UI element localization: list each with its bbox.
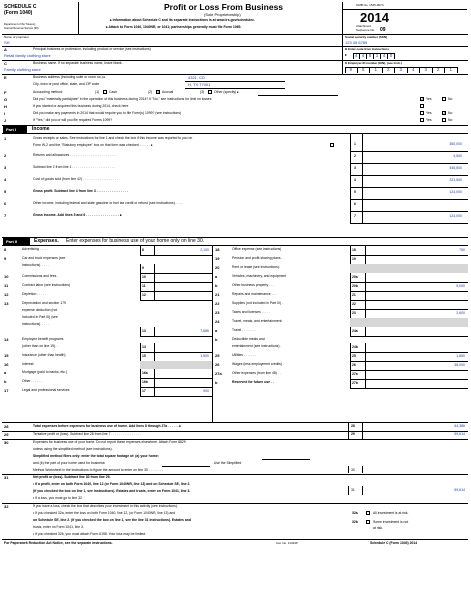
g-yes-checkbox[interactable]: ✓ <box>421 97 424 101</box>
line-28-amount[interactable]: 64,386 <box>454 424 465 428</box>
expense-13-amount[interactable]: 7,686 <box>200 329 209 333</box>
expense-20-label: Rent or lease (see instructions): <box>232 265 280 269</box>
dept-irs: Internal Revenue Service (99) <box>4 27 39 30</box>
expense-23-label: Taxes and licenses . . . . . <box>232 310 271 314</box>
code-digit[interactable]: 4 <box>360 53 367 59</box>
line-28-label: Total expenses before expenses for business use of home. Add lines 8 through 27a . . . . . . ▸ <box>33 424 182 428</box>
ein-digit[interactable]: 4 <box>408 67 421 73</box>
expense-15-label: Insurance (other than health) <box>22 353 66 357</box>
ein-digit[interactable]: 5 <box>358 67 371 73</box>
line-32-text3: on Schedule SE, line 2. (If you checked the box on line 1, see the line 31 instructions). Estates and <box>33 518 191 522</box>
sequence-label: Sequence No. <box>356 28 376 32</box>
line-31-text4: • If a loss, you must go to line 32. <box>33 496 83 500</box>
g-no-checkbox[interactable] <box>442 97 446 101</box>
expense-8-label: Advertising . . . . . <box>22 247 49 251</box>
line-32-text2: • If you checked 32a, enter the loss on both Form 1040, line 12, (or Form 1040NR, line 13) and <box>33 511 176 515</box>
form-label: (Form 1040) <box>4 10 33 16</box>
line-30-text2: unless using the simplified method (see instructions). <box>33 447 113 451</box>
part1-title: Income <box>32 126 50 132</box>
expense-27a-label: Other expenses (from line 48) . . <box>232 371 281 375</box>
expense-17-label: Legal and professional services <box>22 388 70 392</box>
tax-year: 2014 <box>360 10 389 25</box>
code-digit[interactable]: 4 <box>381 53 388 59</box>
info-line: ▸ Information about Schedule C and its separate instructions is at www.irs.gov/schedulec. <box>110 18 255 22</box>
line-29-amount[interactable]: 59,614 <box>454 432 465 436</box>
code-digit[interactable]: 1 <box>374 53 381 59</box>
line-31-amount[interactable]: 59,614 <box>454 488 465 492</box>
ein-digit[interactable]: 9 <box>345 67 358 73</box>
expense-24b-label: Deductible meals and <box>232 337 265 341</box>
business-address-label: Business address (including suite or room no.) ▸ <box>33 75 106 79</box>
all-at-risk-checkbox[interactable] <box>366 511 370 515</box>
expense-8-amount[interactable]: 2,100 <box>200 248 209 252</box>
line-29-label: Tentative profit or (loss). Subtract line 28 from line 7 . . . . . . . . . . . . . . . . <box>33 432 141 436</box>
line-2-label: Returns and allowances . . . . . . . . . . . . . . . . . . . . . . . . . <box>33 153 117 157</box>
expense-12-label: Depletion . . . . . <box>22 292 46 296</box>
expense-26-label: Wages (less employment credits) . <box>232 362 284 366</box>
line-7-amount[interactable]: 124,000 <box>449 214 462 218</box>
part2-title: Expenses. <box>34 238 59 244</box>
footer-form-name: Schedule C (Form 1040) 2014 <box>370 541 418 545</box>
ssn-field[interactable]: 123 45 6789 <box>345 40 368 45</box>
line-7-label: Gross income. Add lines 5 and 6 . . . . . . . . . . . . . . . . . . ▸ <box>33 213 122 217</box>
business-name-field[interactable]: Family clothing store <box>4 67 41 72</box>
line-31-text2: • If a profit, enter on both Form 1040, line 12 (or Form 1040NR, line 13) and on Schedule SE, line 2. <box>33 482 191 486</box>
line-b-label: B Enter code from instructions <box>345 47 390 51</box>
schedule-c-form: SCHEDULE C (Form 1040) Department of the Treasury Internal Revenue Service (99) Profit or Loss From Business (Sole Proprietorship) ▸ Information about Schedule C and its separate instructions is at www.irs.gov/schedulec. ▸ Attach to Form 1040, 1040NR, or 1041; partnerships generally must file Form 1065. OMB No. 1545-0074 2014 Attachment Sequence No. 09 Name of proprietor SH Social security number (SSN) 123 45 6789 A Principal business or profession, including product or service (see instructions) Retail family clothing store B Enter code from instructions ▸ C Business name. If no separate business name, leave blank. Family clothing store D Employer ID number (EIN), (see instr.) E Business address (including suite or room no.) ▸ 4321, CD City, town or post office, state, and ZIP code H, TX 77001 F Accounting method: (1) Cash (2) ✓ Accrual (3) Other (specify) ▸ G Did you "materially participate" in the operation of this business during 2014? If "No," see instructions for limit on losses ✓ Yes No H If you started or acquired this business during 2014, check here I Did you make any payments in 2014 that would require you to file Form(s) 1099? (see instructions) Yes ✓ No J If "Yes," did you or will you file required Forms 1099? Yes No Part I Income Part II Expenses. Enter expenses for business use of your home only on line 30. 30 Expenses for business use of your home. Do not report these expenses elsewhere. Attach Form 8829 unless using the simplified method (see instructions). Simplified method filers only: enter the total square footage of: (a) your home: and (b) the part of your home used for business: . Use the Simplified Method Worksheet in the instructions to figure the amount to enter on line 30 . . . . . . . . 30 31 Net profit or (loss). Subtract line 30 from line 29. • If a profit, enter on both Form 1040, line 12 (or Form 1040NR, line 13) and on Schedule SE, line 2. (If you checked the box on line 1, see instructions). Estates and trusts, enter on Form 1041, line 3. • If a loss, you must go to line 32. 31 59,614 32 If you have a loss, check the box that describes your investment in this activity (see instructions). • If you checked 32a, enter the loss on both Form 1040, line 12, (or Form 1040NR, line 13) and on Schedule SE, line 2. (If you checked the box on line 1, see the line 31 instructions). Estates and trusts, enter on Form 1041, line 3. • If you checked 32b, you must attach Form 6198. Your loss may be limited. 32a All investment is at risk. 32b Some investment is not at risk. For Paperwork Reduction Act Notice, see the separate instructions. Cat. No. 11334P Schedule C (Form 1040) 2014 4 4 8 1 4 0 9 5 1 2 3 4 3 2 1 1 Gross receipts or sales. See instructions for line 1 and check the box if this income was reported to you on Form W-2 and the "Statutory employee" box on that form was checked . . . . . . ▸ 1 350,000 2 Returns and allowances . . . . . . . . . . . . . . . . . . . . . . . . . 2 4,500 3 Subtract line 2 from line 1 . . . . . . . . . . . . . . . . . . . . . . . 3 345,500 4 Cost of goods sold (from line 42) . . . . . . . . . . . . . . . . . . . . 4 221,500 5 Gross profit. Subtract line 4 from line 3 . . . . . . . . . . . . . . . . . 5 124,000 6 Other income, including federal and state gasoline or fuel tax credit or refund (see instructions) . . . . 6 7 Gross income. Add lines 5 and 6 . . . . . . . . . . . . . . . . . . ▸ 7 124,000 8 Advertising . . . . . 8 2,100 9 Car and truck expenses (see instructions). . . . . 9 10 Commissions and fees . 10 11 Contract labor (see instructions) 11 12 Depletion . . . . . 12 13 Depreciation and section 179 expense deduction (not included in Part III) (see instructions). . . . . 13 7,686 14 Employee benefit programs (other than on line 19). . 14 15 Insurance (other than health) 15 1,500 16 Interest: a Mortgage (paid to banks, etc.) 16a b Other . . . . . . 16b 17 Legal and professional services 17 900 18 Office expense (see instructions) 18 750 19 Pension and profit-sharing plans . 19 20 Rent or lease (see instructions): a Vehicles, machinery, and equipment 20a b Other business property . . . 20b 9,000 21 Repairs and maintenance . . . 21 22 Supplies (not included in Part III) . 22 23 Taxes and licenses . . . . . 23 2,600 24 Travel, meals, and entertainment: a Travel . . . . . . . . 24a b Deductible meals and entertainment (see instructions) . 24b 25 Utilities . . . . . . . 25 1,850 26 Wages (less employment credits) . 26 38,000 27a Other expenses (from line 48) . . 27a b Reserved for future use . . 27b 28 Total expenses before expenses for business use of home. Add lines 8 through 27a . . . . . . ▸ 28 64,386 29 Tentative profit or (loss). Subtract line 28 from line 7 . . . . . . . . . . . . . . . . 29 59,614 <box>0 0 471 593</box>
expense-24-label: Travel, meals, and entertainment: <box>232 319 283 323</box>
expense-14-label: Employee benefit programs <box>22 337 64 341</box>
expense-17-amount[interactable]: 900 <box>203 389 209 393</box>
paperwork-notice: For Paperwork Reduction Act Notice, see the separate instructions. <box>4 541 113 545</box>
line-32-text1: If you have a loss, check the box that describes your investment in this activity (see instructions). <box>33 504 178 508</box>
j-no-checkbox[interactable] <box>442 118 446 122</box>
ein-digit[interactable]: 3 <box>420 67 433 73</box>
line-1-amount[interactable]: 350,000 <box>449 142 462 146</box>
expense-27b-label: Reserved for future use . . <box>232 380 274 384</box>
line-32-text5: • If you checked 32b, you must attach Form 6198. Your loss may be limited. <box>33 532 147 536</box>
expense-16b-label: Other . . . . . . <box>22 379 42 383</box>
principal-business-field[interactable]: Retail family clothing store <box>4 53 51 58</box>
expense-25-label: Utilities . . . . . . . <box>232 353 257 357</box>
attach-line: ▸ Attach to Form 1040, 1040NR, or 1041; partnerships generally must file Form 1065. <box>106 25 242 29</box>
catalog-number: Cat. No. 11334P <box>276 541 298 545</box>
line-1-label: Gross receipts or sales. See instructions for line 1 and check the box if this income was reported to you on <box>33 136 193 140</box>
line-4-label: Cost of goods sold (from line 42) . . . . . . . . . . . . . . . . . . . . <box>33 177 120 181</box>
code-digit[interactable]: 8 <box>367 53 374 59</box>
expense-20b-amount[interactable]: 9,000 <box>456 284 465 288</box>
accounting-method-label: Accounting method: <box>33 90 63 94</box>
expense-10-label: Commissions and fees . <box>22 274 59 278</box>
line-31-text3: (If you checked the box on line 1, see instructions). Estates and trusts, enter on Form 1041, line 3. <box>33 489 191 493</box>
line-32-text4: trusts, enter on Form 1041, line 3. <box>33 525 84 529</box>
business-address-field[interactable]: 4321, CD <box>188 75 205 80</box>
line-30-text1: Expenses for business use of your home. Do not report these expenses elsewhere. Attach Form 8829 <box>33 440 186 444</box>
line-5-amount[interactable]: 124,000 <box>449 190 462 194</box>
code-digit[interactable]: 4 <box>353 53 360 59</box>
ein-digit[interactable]: 1 <box>445 67 458 73</box>
expense-9-label: Car and truck expenses (see <box>22 256 66 260</box>
expense-20b-label: Other business property . . . <box>232 283 274 287</box>
some-not-at-risk-checkbox[interactable] <box>366 520 370 524</box>
ein-digit[interactable]: 3 <box>395 67 408 73</box>
i-no-checkbox[interactable]: ✓ <box>443 111 446 115</box>
omb-number: OMB No. 1545-0074 <box>356 3 384 7</box>
ein-digit[interactable]: 2 <box>433 67 446 73</box>
line-i-label: Did you make any payments in 2014 that would require you to file Form(s) 1099? (see instructions) <box>33 111 182 115</box>
expense-16a-label: Mortgage (paid to banks, etc.) <box>22 370 68 374</box>
form-subtitle: (Sole Proprietorship) <box>204 12 241 17</box>
city-label: City, town or post office, state, and ZIP code <box>33 82 100 86</box>
expense-23-amount[interactable]: 2,600 <box>456 311 465 315</box>
line-j-label: If "Yes," did you or will you file required Forms 1099? <box>33 118 113 122</box>
expense-26-amount[interactable]: 38,000 <box>454 363 465 367</box>
city-field[interactable]: H, TX 77001 <box>188 82 211 87</box>
i-yes-checkbox[interactable] <box>420 111 424 115</box>
proprietor-name[interactable]: SH <box>4 40 10 45</box>
dept-treasury: Department of the Treasury <box>4 23 36 26</box>
line-a-label: Principal business or profession, including product or service (see instructions) <box>33 47 151 51</box>
expense-18-amount[interactable]: 750 <box>459 248 465 252</box>
schedule-label: SCHEDULE C <box>4 4 37 10</box>
expense-15-amount[interactable]: 1,500 <box>200 354 209 358</box>
ein-digit[interactable]: 1 <box>370 67 383 73</box>
statutory-employee-checkbox[interactable] <box>330 143 334 147</box>
expense-13-label: Depreciation and section 179 <box>22 301 66 305</box>
expense-11-label: Contract labor (see instructions) <box>22 283 71 287</box>
line-31-text1: Net profit or (loss). Subtract line 30 from line 29. <box>33 475 111 479</box>
expense-24a-label: Travel . . . . . . . . <box>232 328 257 332</box>
other-method-checkbox[interactable] <box>208 90 212 94</box>
expense-25-amount[interactable]: 1,850 <box>456 354 465 358</box>
line-2-amount[interactable]: 4,500 <box>453 154 462 158</box>
sequence-number: 09 <box>380 27 386 33</box>
expense-18-label: Office expense (see instructions) <box>232 247 282 251</box>
line-c-label: Business name. If no separate business name, leave blank. <box>33 61 123 65</box>
code-digit[interactable]: 0 <box>388 53 395 59</box>
line-6-label: Other income, including federal and state gasoline or fuel tax credit or refund (see instructions) . . . . <box>33 201 183 205</box>
h-checkbox[interactable] <box>420 104 424 108</box>
attachment-label: Attachment <box>356 24 372 28</box>
proprietor-name-label: Name of proprietor <box>4 35 30 39</box>
line-3-amount[interactable]: 345,500 <box>449 166 462 170</box>
form-title: Profit or Loss From Business <box>164 2 284 12</box>
expense-21-label: Repairs and maintenance . . . <box>232 292 277 296</box>
part2-subtitle: Enter expenses for business use of your home only on line 30. <box>66 238 205 244</box>
accrual-checkbox[interactable]: ✓ <box>157 90 160 94</box>
line-5-label: Gross profit. Subtract line 4 from line 3 . . . . . . . . . . . . . . . . . <box>33 189 128 193</box>
ein-digit[interactable]: 2 <box>383 67 396 73</box>
line-3-label: Subtract line 2 from line 1 . . . . . . . . . . . . . . . . . . . . . . . <box>33 165 115 169</box>
ssn-label: Social security number (SSN) <box>345 35 388 39</box>
line-h-label: If you started or acquired this business during 2014, check here <box>33 104 129 108</box>
expense-22-label: Supplies (not included in Part III) . <box>232 301 283 305</box>
part1-tag: Part I <box>6 126 17 132</box>
line-d-label: D Employer ID number (EIN), (see instr.) <box>345 61 402 65</box>
cash-checkbox[interactable] <box>103 90 107 94</box>
line-30-text5: Method Worksheet in the instructions to figure the amount to enter on line 30 . . . . . . . . <box>33 468 163 472</box>
expense-20a-label: Vehicles, machinery, and equipment <box>232 274 287 278</box>
line-30-text4: and (b) the part of your home used for business: <box>33 461 106 465</box>
j-yes-checkbox[interactable] <box>420 118 424 122</box>
expense-19-label: Pension and profit-sharing plans . <box>232 256 283 260</box>
line-g-label: Did you "materially participate" in the operation of this business during 2014? If "No," see instructions for limit on losses <box>33 97 212 101</box>
line-30-text3: Simplified method filers only: enter the total square footage of: (a) your home: <box>33 454 159 458</box>
part2-tag: Part II <box>6 238 18 244</box>
line-4-amount[interactable]: 221,500 <box>449 178 462 182</box>
expense-16-label: Interest: <box>22 362 35 366</box>
